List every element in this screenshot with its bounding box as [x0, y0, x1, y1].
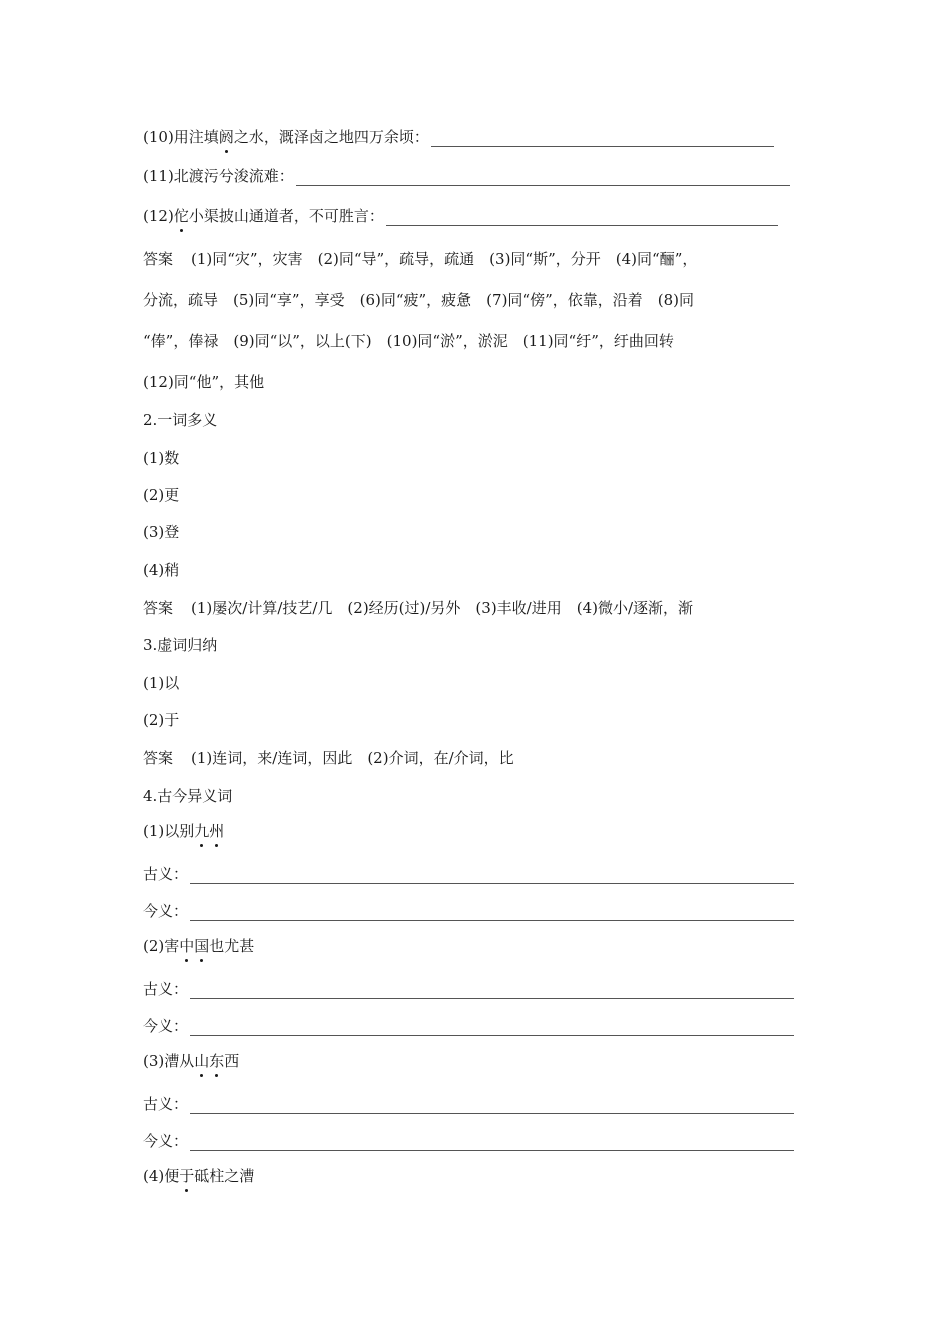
item-1-modern-blank[interactable] — [190, 906, 794, 921]
section-4-item-3: (3)漕从山东西 — [143, 1052, 240, 1070]
item-2-modern-blank[interactable] — [190, 1021, 794, 1036]
item-3-ancient: 古义： — [143, 1094, 794, 1114]
item-3-ancient-blank[interactable] — [190, 1099, 794, 1114]
section-2-item-3: (3)登 — [143, 523, 180, 541]
answer-1-line-1: 答案 (1)同“灾”，灾害 (2)同“导”，疏导，疏通 (3)同“斯”，分开 (4)同“酾”， — [143, 250, 698, 268]
question-10 — [143, 127, 774, 147]
section-2-title: 2.一词多义 — [143, 411, 218, 429]
section-3-item-2: (2)于 — [143, 711, 180, 729]
item-1-ancient: 古义： — [143, 864, 794, 884]
item-3-modern-blank[interactable] — [190, 1136, 794, 1151]
section-4-item-1: (1)以别九州 — [143, 822, 225, 840]
item-2-modern: 今义： — [143, 1016, 794, 1036]
question-12-text: (12)佗小渠披山通道者，不可胜言： — [143, 207, 384, 225]
answer-blank-12[interactable] — [386, 211, 778, 226]
section-4-item-2: (2)害中国也尤甚 — [143, 937, 255, 955]
question-12 — [143, 206, 778, 226]
item-2-ancient-blank[interactable] — [190, 984, 794, 999]
section-4-title: 4.古今异义词 — [143, 787, 233, 805]
item-3-modern: 今义： — [143, 1131, 794, 1151]
section-2-answer: 答案 (1)屡次/计算/技艺/几 (2)经历(过)/另外 (3)丰收/进用 (4)微小/逐渐，渐 — [143, 599, 694, 617]
answer-1-line-2: 分流，疏导 (5)同“享”，享受 (6)同“疲”，疲惫 (7)同“傍”，依靠，沿着 (8)同 — [143, 291, 695, 309]
section-2-item-4: (4)稍 — [143, 561, 180, 579]
answer-1-line-3: “俸”，俸禄 (9)同“以”，以上(下) (10)同“淤”，淤泥 (11)同“纡”，纡曲回转 — [143, 332, 674, 350]
section-3-title: 3.虚词归纳 — [143, 636, 218, 654]
item-2-ancient: 古义： — [143, 979, 794, 999]
section-3-answer: 答案 (1)连词，来/连词，因此 (2)介词，在/介词，比 — [143, 749, 514, 767]
question-11 — [143, 166, 790, 186]
answer-label: 答案 — [143, 250, 174, 268]
answer-blank-11[interactable] — [296, 171, 790, 186]
section-3-item-1: (1)以 — [143, 674, 180, 692]
section-2-item-1: (1)数 — [143, 449, 180, 467]
question-11-text: (11)北渡污兮浚流难： — [143, 167, 294, 185]
answer-1-line-4: (12)同“他”，其他 — [143, 373, 265, 391]
answer-blank-10[interactable] — [431, 132, 774, 147]
item-1-modern: 今义： — [143, 901, 794, 921]
question-10-text: (10)用注填阏之水，溉泽卤之地四万余顷： — [143, 128, 429, 146]
section-2-item-2: (2)更 — [143, 486, 180, 504]
section-4-item-4: (4)便于砥柱之漕 — [143, 1167, 255, 1185]
item-1-ancient-blank[interactable] — [190, 869, 794, 884]
